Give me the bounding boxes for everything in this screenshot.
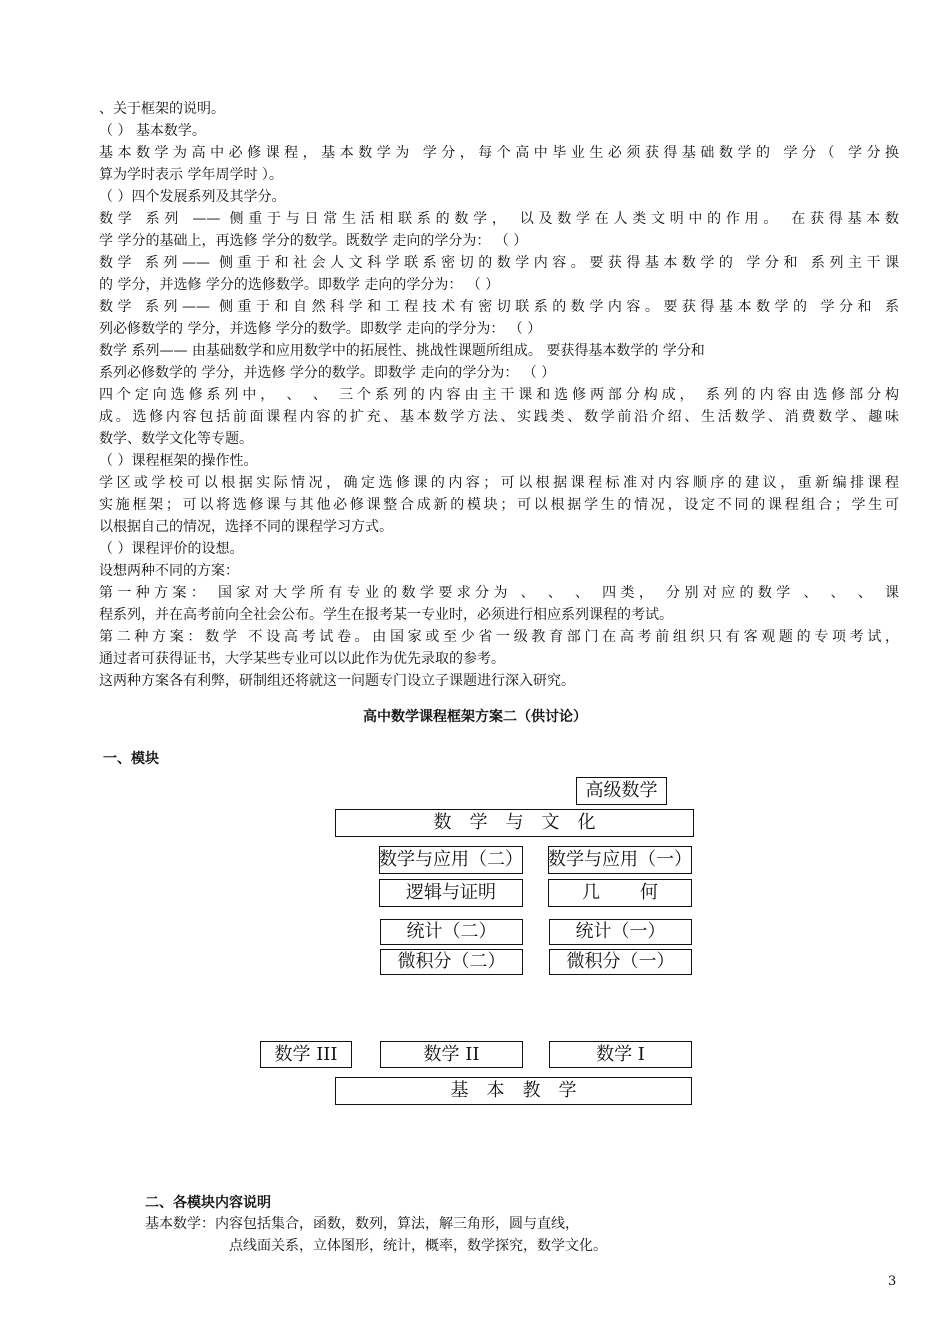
- module-applied-2: 数学与应用（二）: [379, 846, 523, 874]
- text-line: 数学 系列—— 侧重于和社会人文科学联系密切的数学内容。要获得基本数学的 学分和 系列主干课: [99, 255, 899, 271]
- section2-text: 点线面关系，立体图形，统计，概率，数学探究，数学文化。: [229, 1238, 607, 1254]
- module-calculus-1: 微积分（一）: [549, 949, 692, 975]
- text-line: 这两种方案各有利弊，研制组还将就这一问题专门设立子课题进行深入研究。: [99, 673, 575, 689]
- text-line: （ ）课程框架的操作性。: [99, 453, 258, 469]
- module-calculus-2: 微积分（二）: [380, 949, 523, 975]
- module-stats-2: 统计（二）: [380, 919, 523, 945]
- section2-text: 基本数学：内容包括集合，函数，数列，算法，解三角形，圆与直线，: [145, 1216, 579, 1232]
- text-line: 列必修数学的 学分，并选修 学分的数学。即数学 走向的学分为： （ ）: [99, 321, 542, 337]
- text-line: 数学 系列 —— 侧重于与日常生活相联系的数学， 以及数学在人类文明中的作用。 在获得基本数: [99, 211, 899, 227]
- text-line: 数学 系列—— 侧重于和自然科学和工程技术有密切联系的数学内容。要获得基本数学的 学分和 系: [99, 299, 899, 315]
- text-line: 设想两种不同的方案：: [99, 563, 239, 579]
- text-line: 数学、数学文化等专题。: [99, 431, 253, 447]
- text-line: 学区或学校可以根据实际情况，确定选修课的内容；可以根据课程标准对内容顺序的建议，重新编排课程: [99, 475, 899, 491]
- section2-heading: 二、各模块内容说明: [145, 1195, 271, 1211]
- text-line: 系列必修数学的 学分，并选修 学分的数学。即数学 走向的学分为： （ ）: [99, 365, 556, 381]
- text-line: 基本数学为高中必修课程，基本数学为 学分，每个高中毕业生必须获得基础数学的 学分（ 学分换: [99, 145, 899, 161]
- text-line: 以根据自己的情况，选择不同的课程学习方式。: [99, 519, 393, 535]
- module-logic-proof: 逻辑与证明: [379, 879, 523, 907]
- text-line: 四个定向选修系列中， 、 、 三个系列的内容由主干课和选修两部分构成， 系列的内容由选修部分构: [99, 387, 899, 403]
- module-basic: 基本教学: [335, 1077, 692, 1105]
- module-advanced-math: 高级数学: [576, 777, 667, 805]
- module-stats-1: 统计（一）: [549, 919, 692, 945]
- text-line: 算为学时表示 学年周学时 ）。: [99, 167, 283, 183]
- module-math-3: 数学 III: [260, 1041, 352, 1068]
- module-math-culture: 数学与文化: [335, 809, 694, 837]
- text-line: 成。选修内容包括前面课程内容的扩充、基本数学方法、实践类、数学前沿介绍、生活数学、消费数学、趣味: [99, 409, 899, 425]
- text-line: 第二种方案：数学 不设高考试卷。由国家或至少省一级教育部门在高考前组织只有客观题的专项考试，: [99, 629, 899, 645]
- text-line: （ ）四个发展系列及其学分。: [99, 189, 286, 205]
- text-line: 实施框架；可以将选修课与其他必修课整合成新的模块；可以根据学生的情况，设定不同的课程组合；学生可: [99, 497, 899, 513]
- text-line: （ ）课程评价的设想。: [99, 541, 244, 557]
- text-line: 程系列，并在高考前向全社会公布。学生在报考某一专业时，必须进行相应系列课程的考试。: [99, 607, 673, 623]
- text-line: 第一种方案： 国家对大学所有专业的数学要求分为 、 、 、 四类， 分别对应的数学 、 、 、 课: [99, 585, 899, 601]
- module-math-1: 数学 I: [549, 1041, 692, 1068]
- module-applied-1: 数学与应用（一）: [548, 846, 692, 874]
- module-geometry: 几何: [548, 879, 692, 907]
- section1-heading: 一、模块: [103, 751, 159, 767]
- text-line: 数学 系列—— 由基础数学和应用数学中的拓展性、挑战性课题所组成。 要获得基本数学的 学分和: [99, 343, 705, 359]
- text-line: （ ） 基本数学。: [99, 123, 206, 139]
- text-line: 、关于框架的说明。: [99, 101, 225, 117]
- page-number: 3: [888, 1274, 897, 1289]
- scheme-title: 高中数学课程框架方案二（供讨论）: [363, 709, 587, 725]
- text-line: 的 学分，并选修 学分的选修数学。即数学 走向的学分为： （ ）: [99, 277, 500, 293]
- text-line: 通过者可获得证书，大学某些专业可以以此作为优先录取的参考。: [99, 651, 505, 667]
- text-line: 学 学分的基础上，再选修 学分的数学。既数学 走向的学分为： （ ）: [99, 233, 528, 249]
- module-math-2: 数学 II: [380, 1041, 523, 1068]
